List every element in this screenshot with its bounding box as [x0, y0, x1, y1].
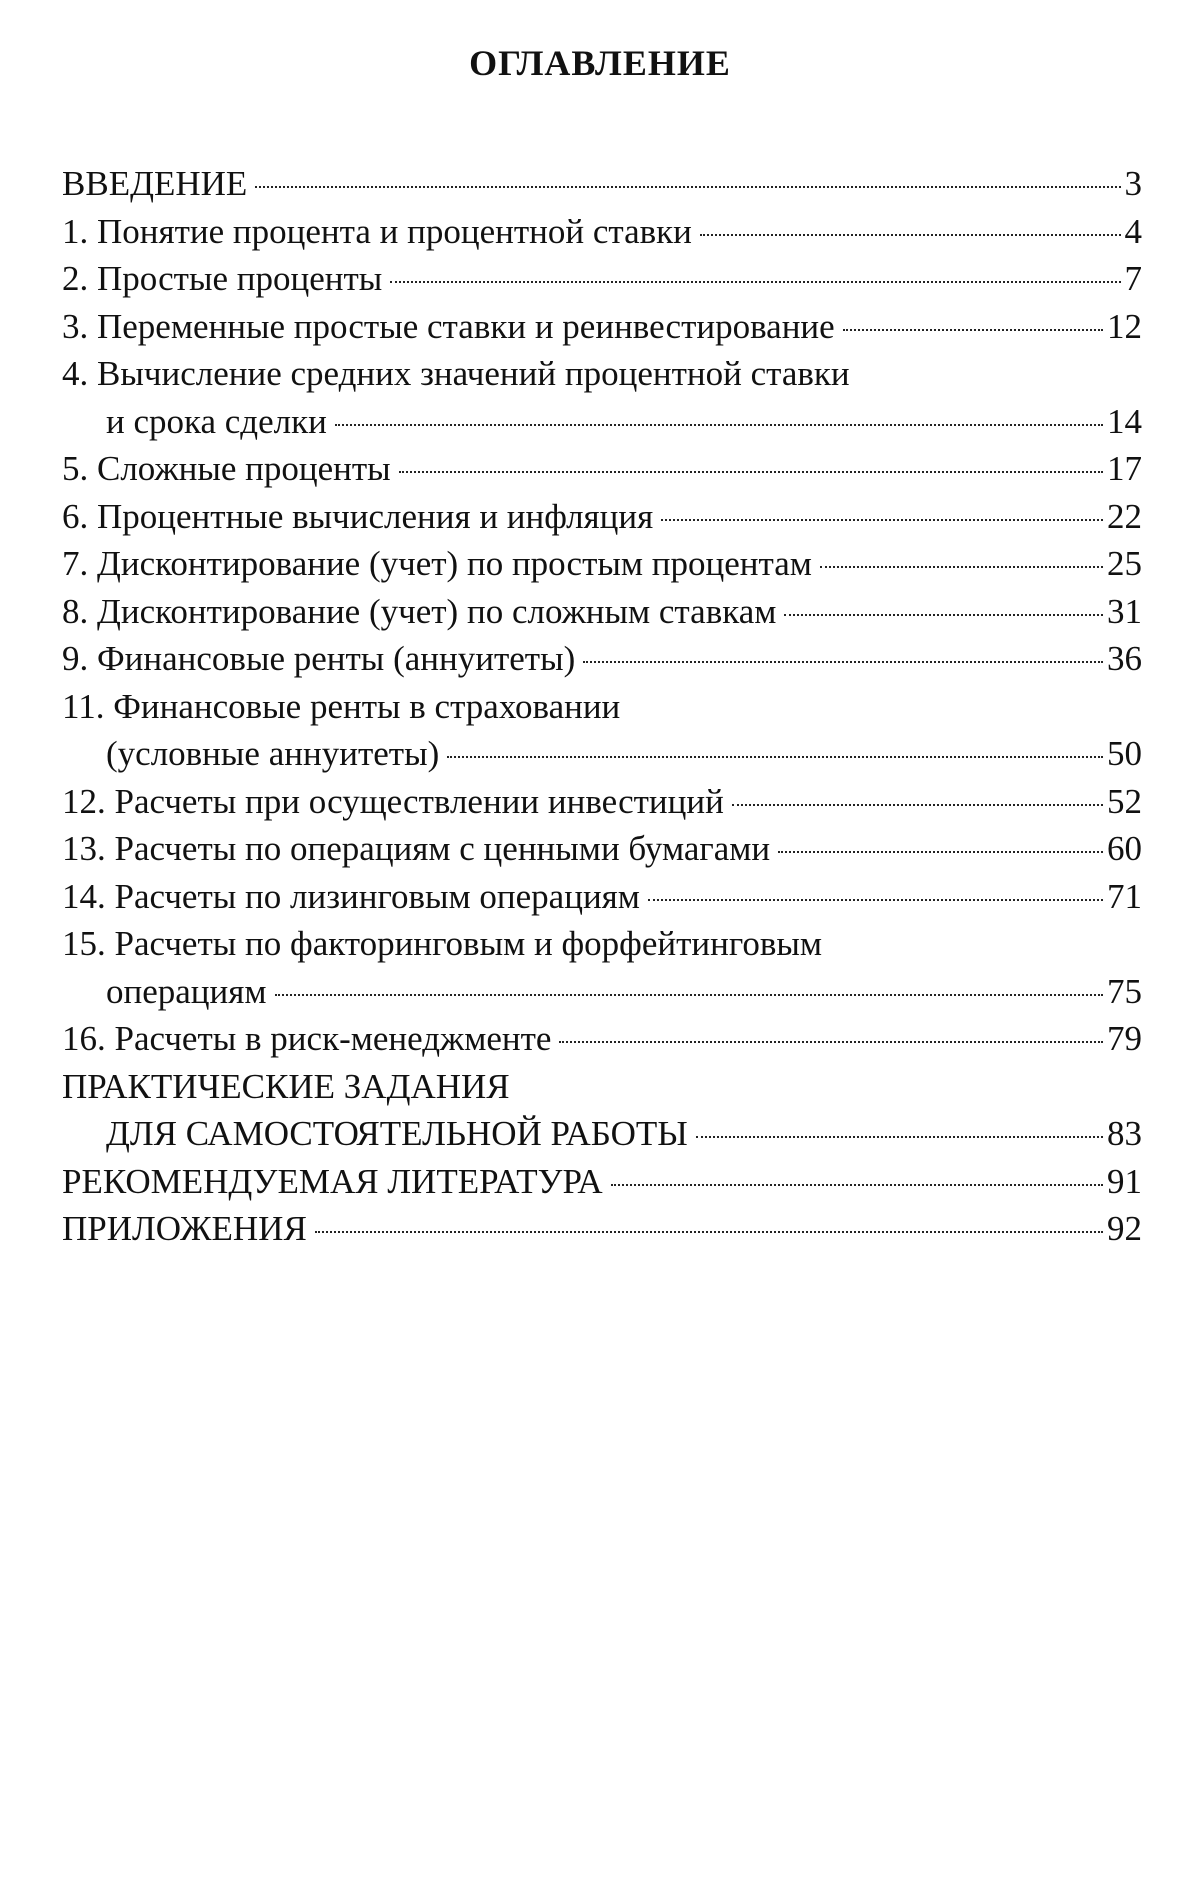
toc-entry-label: ДЛЯ САМОСТОЯТЕЛЬНОЙ РАБОТЫ: [106, 1114, 688, 1153]
table-of-contents: [62, 160, 1142, 1253]
toc-entry-label: и срока сделки: [106, 401, 327, 441]
toc-entry-label: 1. Понятие процента и процентной ставки: [62, 211, 692, 251]
toc-page-number: 25: [1107, 544, 1142, 583]
dot-leader: [661, 519, 1103, 521]
toc-entry[interactable]: [62, 635, 1142, 683]
dot-leader: [447, 756, 1103, 758]
toc-entry-label: 6. Процентные вычисления и инфляция: [62, 496, 654, 536]
toc-entry-label: 14. Расчеты по лизинговым операциям: [62, 876, 640, 916]
toc-entry-line: [62, 1205, 1142, 1253]
toc-entry[interactable]: [62, 255, 1142, 303]
dot-leader: [820, 566, 1103, 568]
toc-entry-label: 8. Дисконтирование (учет) по сложным ставкам: [62, 591, 777, 631]
dot-leader: [583, 661, 1103, 663]
toc-entry-line: [62, 540, 1142, 588]
toc-entry-label: 12. Расчеты при осуществлении инвестиций: [62, 781, 724, 821]
toc-entry-label: ПРАКТИЧЕСКИЕ ЗАДАНИЯ: [62, 1066, 510, 1106]
toc-entry[interactable]: [62, 493, 1142, 541]
toc-entry[interactable]: [62, 778, 1142, 826]
toc-page-number: 60: [1107, 829, 1142, 868]
toc-page-number: 83: [1107, 1114, 1142, 1153]
toc-entry[interactable]: [62, 1158, 1142, 1206]
toc-page-number: 79: [1107, 1019, 1142, 1058]
toc-page-number: 3: [1124, 164, 1142, 203]
dot-leader: [700, 234, 1121, 236]
dot-leader: [390, 281, 1120, 283]
dot-leader: [335, 424, 1103, 426]
toc-entry-label: РЕКОМЕНДУЕМАЯ ЛИТЕРАТУРА: [62, 1161, 603, 1201]
toc-entry[interactable]: [62, 825, 1142, 873]
dot-leader: [275, 994, 1103, 996]
toc-entry[interactable]: [62, 873, 1142, 921]
toc-entry-label: (условные аннуитеты): [106, 734, 440, 773]
toc-entry[interactable]: [62, 303, 1142, 351]
toc-entry-label: 15. Расчеты по факторинговым и форфейтинговым: [62, 924, 823, 963]
toc-page-number: 50: [1107, 734, 1142, 773]
toc-entry-continuation-line: [62, 730, 1142, 778]
toc-entry-line: [62, 588, 1142, 636]
toc-entry-label: 2. Простые проценты: [62, 259, 383, 298]
toc-entry-label: 16. Расчеты в риск-менеджменте: [62, 1019, 552, 1058]
page-title: ОГЛАВЛЕНИЕ: [469, 43, 731, 83]
toc-entry-line: [62, 208, 1142, 256]
toc-entry-label: 5. Сложные проценты: [62, 449, 391, 488]
dot-leader: [648, 899, 1103, 901]
toc-entry-line: [62, 445, 1142, 493]
toc-entry-label: 3. Переменные простые ставки и реинвестирование: [62, 306, 835, 346]
toc-entry[interactable]: [62, 1015, 1142, 1063]
toc-page-number: 75: [1107, 971, 1142, 1011]
toc-entry-line: [62, 873, 1142, 921]
dot-leader: [784, 614, 1103, 616]
toc-entry-line: [62, 1015, 1142, 1063]
dot-leader: [843, 329, 1103, 331]
toc-page-number: 14: [1107, 401, 1142, 441]
toc-entry-label: ПРИЛОЖЕНИЯ: [62, 1209, 307, 1248]
dot-leader: [255, 186, 1120, 188]
toc-page-number: 12: [1107, 306, 1142, 346]
toc-page-number: 4: [1124, 211, 1142, 251]
toc-entry-line: [62, 683, 1142, 731]
toc-entry-continuation-line: [62, 1110, 1142, 1158]
toc-entry-line: [62, 255, 1142, 303]
toc-entry-line: [62, 635, 1142, 683]
dot-leader: [399, 471, 1103, 473]
toc-entry[interactable]: [62, 1205, 1142, 1253]
dot-leader: [778, 851, 1103, 853]
toc-page-number: 91: [1107, 1161, 1142, 1201]
toc-entry-line: [62, 160, 1142, 208]
toc-entry-label: операциям: [106, 971, 267, 1011]
dot-leader: [611, 1184, 1103, 1186]
toc-page-number: 22: [1107, 496, 1142, 536]
dot-leader: [696, 1136, 1103, 1138]
toc-page-number: 52: [1107, 781, 1142, 821]
toc-entry-line: [62, 825, 1142, 873]
toc-entry[interactable]: [62, 1063, 1142, 1158]
toc-entry-line: [62, 350, 1142, 398]
toc-page-number: 71: [1107, 876, 1142, 916]
toc-entry-label: 4. Вычисление средних значений процентной ставки: [62, 354, 850, 393]
toc-entry[interactable]: [62, 445, 1142, 493]
dot-leader: [732, 804, 1103, 806]
toc-page-number: 17: [1107, 449, 1142, 488]
toc-entry[interactable]: [62, 920, 1142, 1015]
toc-entry-line: [62, 493, 1142, 541]
toc-entry-line: [62, 1158, 1142, 1206]
toc-entry[interactable]: [62, 160, 1142, 208]
toc-entry-line: [62, 1063, 1142, 1111]
toc-entry-label: 11. Финансовые ренты в страховании: [62, 686, 621, 726]
toc-entry-line: [62, 303, 1142, 351]
toc-entry[interactable]: [62, 683, 1142, 778]
toc-page-number: 7: [1124, 259, 1142, 298]
toc-entry[interactable]: [62, 540, 1142, 588]
toc-entry-continuation-line: [62, 398, 1142, 446]
toc-entry-label: ВВЕДЕНИЕ: [62, 164, 248, 203]
toc-entry-line: [62, 920, 1142, 968]
toc-page-number: 31: [1107, 591, 1142, 631]
toc-entry-label: 13. Расчеты по операциям с ценными бумагами: [62, 829, 771, 868]
toc-entry-continuation-line: [62, 968, 1142, 1016]
toc-entry-line: [62, 778, 1142, 826]
dot-leader: [315, 1231, 1103, 1233]
dot-leader: [559, 1041, 1103, 1043]
toc-entry[interactable]: [62, 350, 1142, 445]
toc-entry[interactable]: [62, 208, 1142, 256]
toc-entry[interactable]: [62, 588, 1142, 636]
toc-page-number: 36: [1107, 639, 1142, 678]
toc-entry-label: 7. Дисконтирование (учет) по простым процентам: [62, 544, 812, 583]
toc-page-number: 92: [1107, 1209, 1142, 1248]
toc-entry-label: 9. Финансовые ренты (аннуитеты): [62, 639, 576, 678]
